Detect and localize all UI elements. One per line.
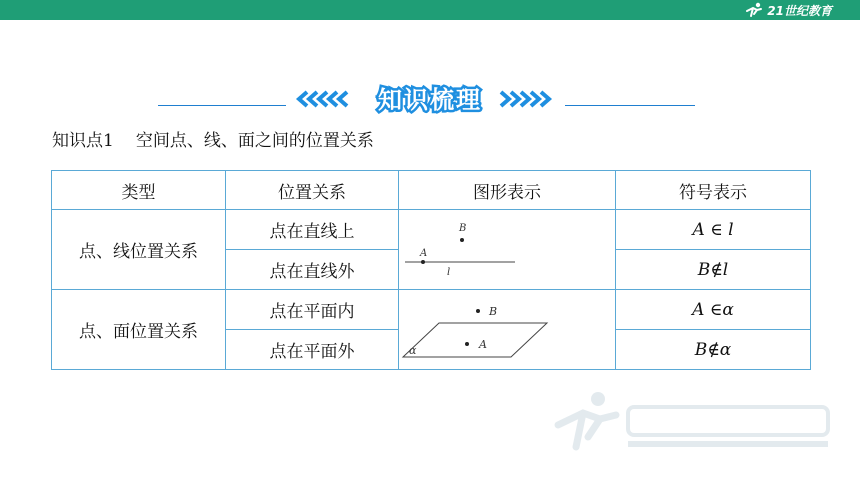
- subheading: [52, 126, 374, 151]
- symbol-cell: B∉α: [616, 330, 811, 370]
- figure-point-line: [399, 210, 616, 290]
- point-a-label: A: [479, 337, 487, 351]
- relation-cell: 点在直线外: [226, 250, 399, 290]
- point-line-diagram: [399, 211, 615, 289]
- point-b-label: B: [459, 222, 467, 234]
- table-header-row: [52, 171, 811, 210]
- watermark-logo: [548, 385, 838, 455]
- double-chevron-left-icon: [295, 90, 355, 108]
- type-point-plane: 点、面位置关系: [52, 290, 226, 370]
- plane-alpha-label: α: [409, 343, 417, 357]
- knowledge-point-number: 知识点1: [52, 131, 114, 151]
- point-a-label: A: [420, 247, 428, 259]
- type-point-line: 点、线位置关系: [52, 210, 226, 290]
- title-rule-right: [565, 105, 695, 106]
- header-type: 类型: [52, 171, 226, 210]
- table-row: [52, 210, 811, 250]
- symbol-cell: B∉l: [616, 250, 811, 290]
- figure-point-plane: [399, 290, 616, 370]
- knowledge-point-title: 空间点、线、面之间的位置关系: [135, 131, 374, 151]
- logo-text: 21世纪教育: [767, 3, 832, 18]
- symbol-cell: A ∈ l: [616, 210, 811, 250]
- section-title: 知识梳理: [378, 86, 482, 114]
- line-l-label: l: [447, 266, 451, 278]
- double-chevron-right-icon: [497, 90, 557, 108]
- relation-cell: 点在平面外: [226, 330, 399, 370]
- point-b-label: B: [489, 304, 498, 318]
- point-plane-diagram: [399, 291, 615, 369]
- runner-icon: [743, 2, 765, 18]
- brand-logo: [743, 1, 832, 19]
- section-title-banner: [155, 80, 700, 112]
- table-row: [52, 290, 811, 330]
- header-symbol: 符号表示: [616, 171, 811, 210]
- title-rule-left: [158, 105, 286, 106]
- relation-cell: 点在直线上: [226, 210, 399, 250]
- header-figure: 图形表示: [399, 171, 616, 210]
- relation-cell: 点在平面内: [226, 290, 399, 330]
- relation-table: [51, 170, 811, 370]
- top-bar: [0, 0, 860, 20]
- header-relation: 位置关系: [226, 171, 399, 210]
- symbol-cell: A ∈α: [616, 290, 811, 330]
